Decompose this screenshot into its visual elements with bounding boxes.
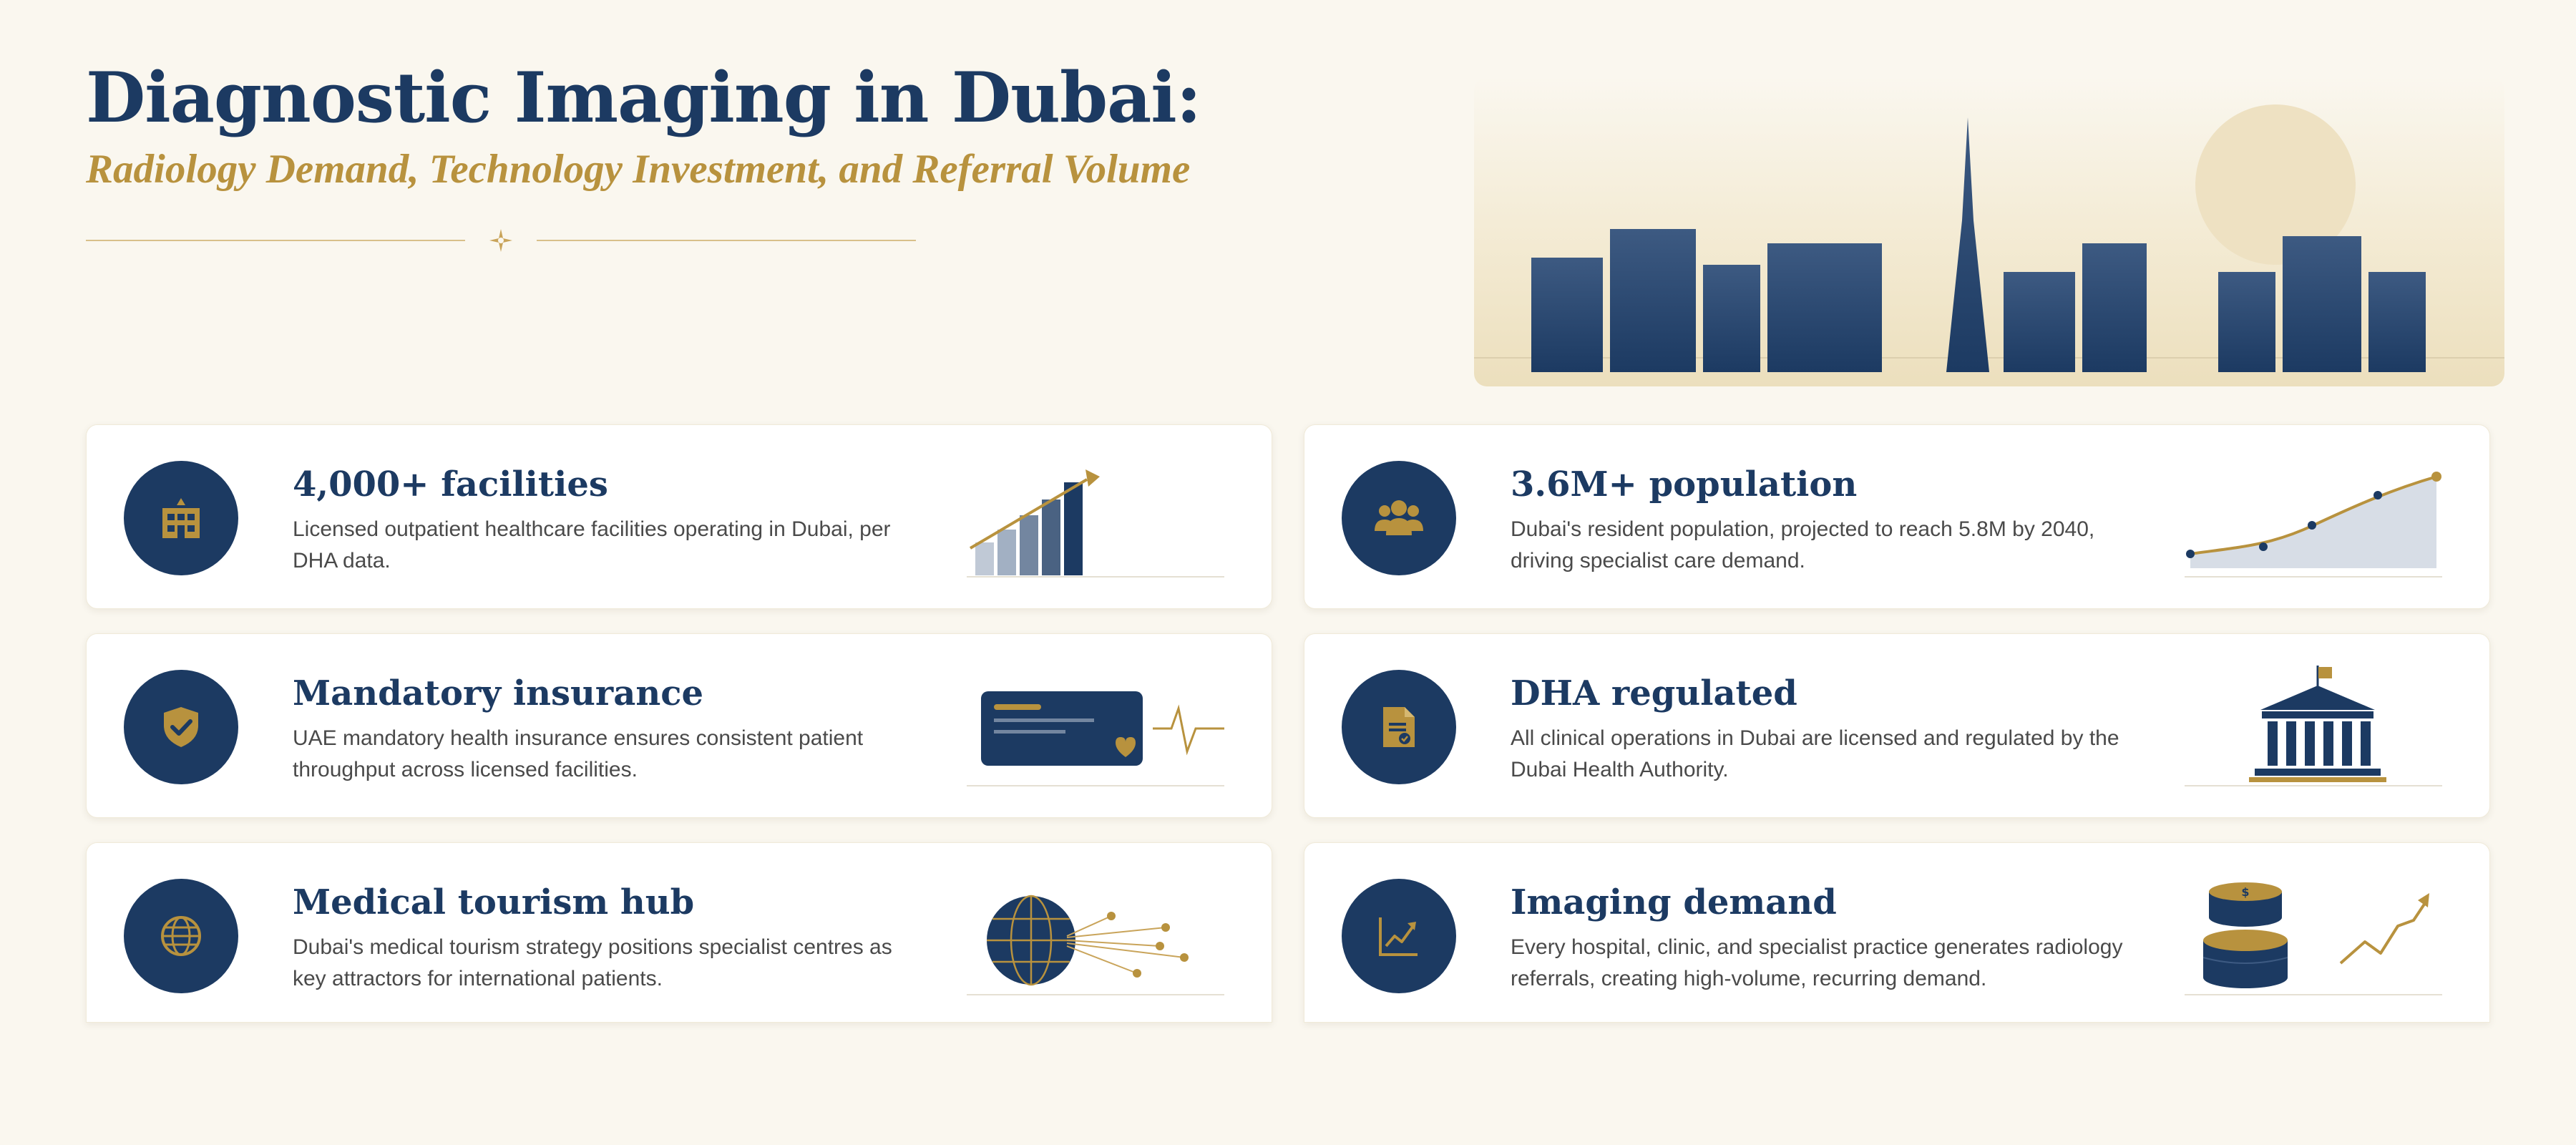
people-icon bbox=[1373, 495, 1425, 541]
title-divider bbox=[86, 226, 916, 255]
building bbox=[1767, 243, 1882, 372]
building bbox=[1703, 265, 1760, 372]
globe-icon bbox=[158, 913, 204, 959]
card-title: Medical tourism hub bbox=[293, 882, 695, 922]
government-building-icon bbox=[2177, 663, 2449, 791]
growth-bar-chart-icon bbox=[960, 454, 1231, 583]
building bbox=[2004, 272, 2075, 372]
facilities-card bbox=[86, 424, 1272, 609]
card-title: Imaging demand bbox=[1511, 882, 1837, 922]
document-check-icon bbox=[1380, 704, 1418, 750]
insurance-card bbox=[86, 633, 1272, 818]
card-title: Mandatory insurance bbox=[293, 673, 703, 713]
card-title: 4,000+ facilities bbox=[293, 464, 608, 505]
building bbox=[1531, 258, 1603, 372]
trend-chart-icon bbox=[1376, 913, 1422, 959]
card-title: DHA regulated bbox=[1511, 673, 1797, 713]
card-description: Licensed outpatient healthcare facilities operating in Dubai, per DHA data. bbox=[293, 517, 891, 572]
dubai-skyline-illustration bbox=[1474, 77, 2504, 386]
card-description: Every hospital, clinic, and specialist practice generates radiology referrals, creating high-volume, recurring demand. bbox=[1511, 935, 2123, 990]
building bbox=[2368, 272, 2426, 372]
page-subtitle: Radiology Demand, Technology Investment, and Referral Volume bbox=[86, 147, 1191, 192]
building bbox=[2082, 243, 2147, 372]
shield-check-icon bbox=[161, 704, 201, 750]
building bbox=[2283, 236, 2361, 372]
building bbox=[1610, 229, 1696, 372]
medical-tourism-card bbox=[86, 842, 1272, 1023]
burj-khalifa-tower bbox=[1946, 117, 1989, 372]
globe-connections-icon bbox=[960, 872, 1231, 1000]
regulation-card bbox=[1304, 633, 2490, 818]
card-title: 3.6M+ population bbox=[1511, 464, 1858, 505]
card-description: UAE mandatory health insurance ensures consistent patient throughput across licensed facilities. bbox=[293, 726, 864, 781]
imaging-demand-card bbox=[1304, 842, 2490, 1023]
building-icon bbox=[158, 495, 204, 541]
population-card bbox=[1304, 424, 2490, 609]
card-description: Dubai's medical tourism strategy positions specialist centres as key attractors for international patients. bbox=[293, 935, 892, 990]
sparkle-icon bbox=[487, 226, 515, 255]
card-description: All clinical operations in Dubai are licensed and regulated by the Dubai Health Authority. bbox=[1511, 726, 2119, 781]
card-description: Dubai's resident population, projected to reach 5.8M by 2040, driving specialist care demand. bbox=[1511, 517, 2095, 572]
building bbox=[2218, 272, 2275, 372]
insurance-card-heartbeat-icon bbox=[960, 663, 1231, 791]
page-title: Diagnostic Imaging in Dubai: bbox=[86, 57, 1201, 138]
coins-trend-icon bbox=[2177, 872, 2449, 1000]
svg-text:$: $ bbox=[2241, 885, 2250, 899]
population-growth-curve-icon bbox=[2177, 454, 2449, 583]
